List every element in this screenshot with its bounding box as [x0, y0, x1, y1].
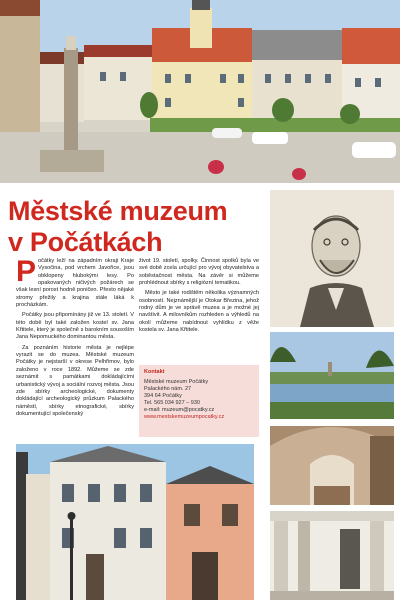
contact-title: Kontakt [144, 369, 165, 375]
vaulted-cellar-photo [270, 426, 394, 505]
contact-line: 394 64 Počátky [144, 393, 182, 399]
article-headline [8, 196, 258, 258]
paragraph: život 19. století, spolky. Činnost spolků byla ve své době zcela určující pro vývoj obyvatelstva a soběstačnost města. Na závěr si můžeme prohlédnout sbírky s religiózní tematikou. [139, 258, 259, 287]
contact-email[interactable]: e-mail: muzeum@pocatky.cz [144, 407, 215, 413]
paragraph: Za poznáním historie města je nejlépe vyrazit se do muzea. Městské muzeum Počátky je nejstarší v okrese Pelhřimov, bylo založeno v roce 1892. Můžeme se zde seznámit s památkami dokládajícími urbanistický vývoj a sociální rozvoj města. Jsou zde sbírky archeologické, dokumenty dokládající archeologický průzkum Palackého náměstí, sbírky etnografické, sbírky dokumentující společenský [16, 344, 134, 417]
paragraph: Město je také rodištěm několika významných osobností. Nejznámější je Otokar Březina, jehož rodný dům je ve správě muzea a je možné jej navštívit. A milovníkům rozhleden a výhledů na okolí můžeme nabídnout vyhlídku z věže kostela sv. Jana Křtitele. [139, 290, 259, 334]
lake-landscape-photo [270, 332, 394, 419]
portrait-sketch-photo [270, 190, 394, 327]
paragraph: Počátky jsou připomínány již ve 13. století. V této době byl také založen kostel sv. Jana Křtitele, který je společně s barokním sousoším Jana Nepomuckého dominantou města. [16, 312, 134, 341]
contact-line: Tel. 565 034 927 – 930 [144, 400, 200, 406]
contact-website-link[interactable]: www.mestskemuzeumpocatky.cz [144, 414, 225, 420]
contact-line: Městské muzeum Počátky [144, 379, 209, 385]
paragraph: Počátky leží na západním okraji Kraje Vysočina, pod vrchem Javořice, jsou obklopeny hlubokými lesy. Po opakovaných ničivých požárech se však lesní porost hodně poničen. Přesto nějaké stromy přežily a krajina stále láká k procházkám. [16, 255, 134, 309]
headline-line-1: Městské muzeum [8, 196, 228, 226]
article-column-1 [16, 255, 134, 421]
arcade-columns-photo [270, 511, 394, 600]
town-square-photo [0, 0, 400, 183]
contact-line: Palackého nám. 27 [144, 386, 192, 392]
headline-line-2: v Počátkách [8, 227, 163, 257]
article-column-2 [139, 258, 259, 337]
contact-box [139, 365, 259, 437]
street-houses-photo [16, 444, 254, 600]
drop-cap: P [16, 255, 37, 288]
